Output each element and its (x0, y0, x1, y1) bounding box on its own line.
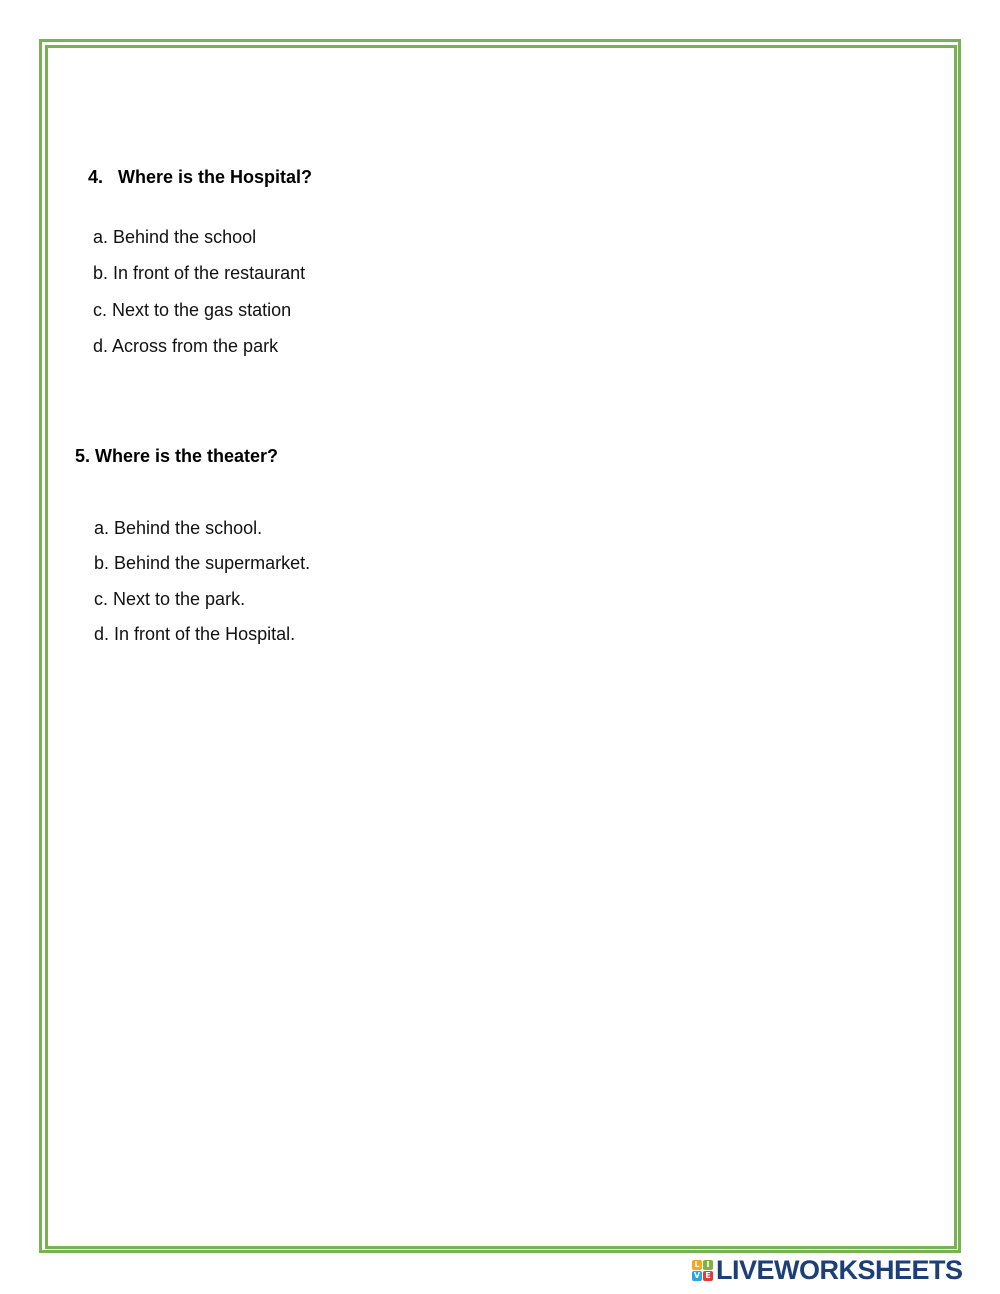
question-5-option-d[interactable]: d. In front of the Hospital. (94, 624, 296, 644)
question-5-option-a[interactable]: a. Behind the school. (94, 518, 263, 538)
logo-mark-i: I (703, 1260, 713, 1270)
logo-mark-l: L (692, 1260, 702, 1270)
logo-mark-e: E (703, 1271, 713, 1281)
question-4-title (88, 167, 312, 188)
question-4-option-a[interactable]: a. Behind the school (93, 227, 257, 247)
liveworksheets-logo (692, 1256, 963, 1284)
question-5-option-b[interactable]: b. Behind the supermarket. (94, 553, 311, 573)
question-4-number: 4. (88, 167, 104, 187)
page-border-inner (45, 45, 957, 1249)
question-5-option-c[interactable]: c. Next to the park. (94, 589, 246, 609)
question-4-option-c[interactable]: c. Next to the gas station (93, 300, 292, 320)
question-5-title: 5. Where is the theater? (75, 446, 279, 466)
question-4-option-d[interactable]: d. Across from the park (93, 336, 279, 356)
logo-mark-icon (692, 1260, 713, 1281)
logo-text: LIVEWORKSHEETS (716, 1255, 963, 1285)
question-4-text: Where is the Hospital? (118, 167, 313, 187)
question-4-option-b[interactable]: b. In front of the restaurant (93, 263, 306, 283)
logo-mark-v: V (693, 1270, 701, 1280)
